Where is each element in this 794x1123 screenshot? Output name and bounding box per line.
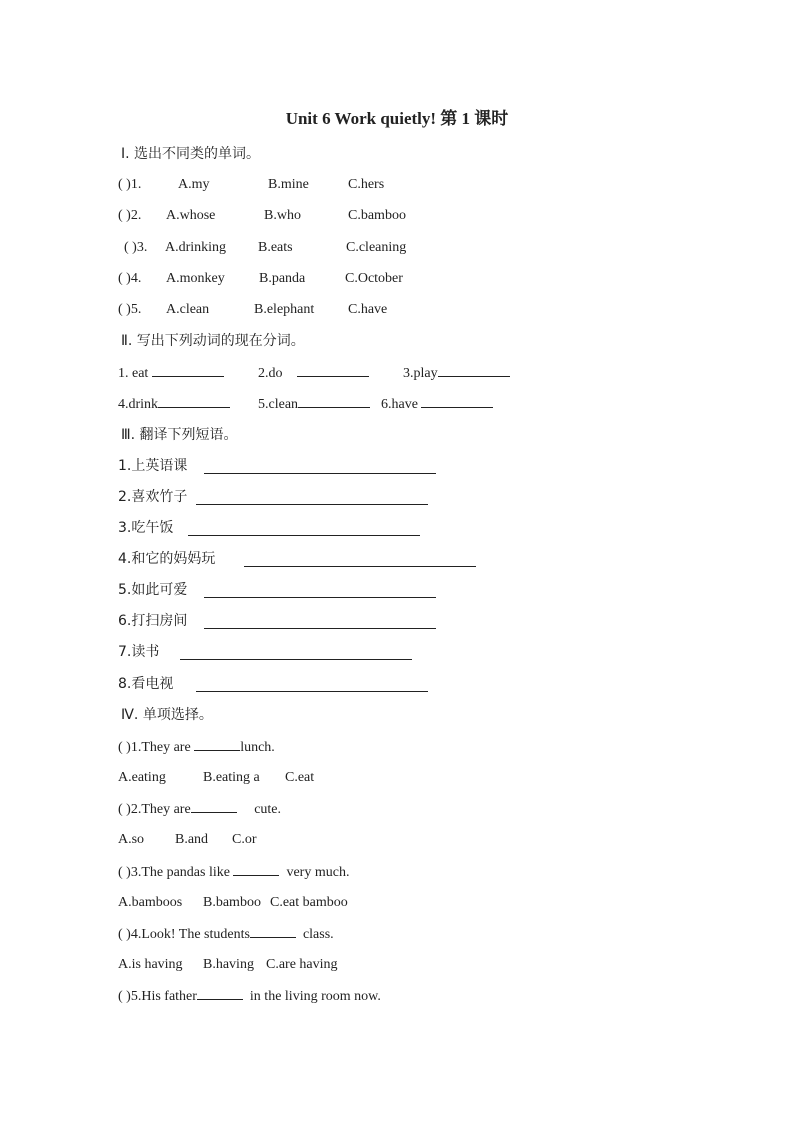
s4-question-4: [118, 925, 334, 944]
s4-question-1: [118, 738, 275, 757]
s1-item-number: ( )3.: [124, 240, 148, 255]
answer-blank[interactable]: [158, 395, 230, 408]
page-title: Unit 6 Work quietly! 第 1 课时: [285, 109, 509, 128]
question-text: very much.: [286, 865, 350, 880]
option-b: B.bamboo: [203, 895, 261, 910]
s4-question-2: [118, 800, 281, 819]
s1-option-a: A.my: [178, 177, 210, 192]
question-text: cute.: [254, 802, 282, 817]
s1-option-b: B.mine: [268, 177, 309, 192]
option-b: B.eating a: [203, 770, 260, 785]
s1-option-a: A.clean: [166, 302, 210, 317]
s1-option-c: C.bamboo: [348, 208, 406, 223]
s1-option-b: B.who: [264, 208, 301, 223]
s1-option-c: C.October: [345, 271, 403, 286]
option-c: C.eat: [285, 770, 315, 785]
s1-option-a: A.whose: [166, 208, 216, 223]
question-text: 5.His father: [130, 989, 197, 1004]
answer-blank[interactable]: [297, 364, 369, 377]
answer-paren[interactable]: ( ): [118, 802, 131, 817]
answer-line[interactable]: [196, 492, 428, 505]
section-2-heading: Ⅱ. 写出下列动词的现在分词。: [121, 333, 305, 349]
answer-line[interactable]: [204, 585, 436, 598]
question-text: in the living room now.: [249, 989, 381, 1004]
verb-label: 4.drink: [118, 397, 159, 412]
verb-label: 1. eat: [118, 366, 149, 381]
verb-label: 6.have: [381, 397, 418, 412]
answer-blank[interactable]: [194, 738, 240, 751]
verb-label: 3.play: [403, 366, 438, 381]
verb-label: 5.clean: [258, 397, 299, 412]
question-text: 4.Look! The students: [130, 927, 250, 942]
section-1-heading: Ⅰ. 选出不同类的单词。: [121, 146, 261, 162]
s1-item-number: ( )5.: [118, 302, 142, 317]
phrase-label: 8.看电视: [118, 676, 174, 692]
s3-item-2: [118, 488, 187, 506]
question-text: 3.The pandas like: [130, 865, 234, 880]
answer-blank[interactable]: [250, 925, 296, 938]
option-c: C.eat bamboo: [270, 895, 348, 910]
phrase-label: 4.和它的妈妈玩: [118, 551, 216, 567]
s1-option-a: A.monkey: [166, 271, 225, 286]
verb-label: 2.do: [258, 366, 283, 381]
s3-item-6: [118, 612, 187, 630]
s3-item-7: [118, 643, 159, 661]
s3-item-3: [118, 519, 173, 537]
answer-blank[interactable]: [191, 800, 237, 813]
option-c: C.are having: [266, 957, 338, 972]
question-text: 2.They are: [130, 802, 191, 817]
s1-option-b: B.elephant: [254, 302, 315, 317]
s3-item-1: [118, 457, 187, 475]
s3-item-5: [118, 581, 187, 599]
s1-item-number: ( )2.: [118, 208, 142, 223]
answer-paren[interactable]: ( ): [118, 989, 131, 1004]
s1-option-b: B.eats: [258, 240, 293, 255]
question-text: class.: [302, 927, 334, 942]
answer-paren[interactable]: ( ): [118, 740, 131, 755]
option-a: A.so: [118, 832, 145, 847]
s2-verb-3: [403, 364, 510, 383]
phrase-label: 3.吃午饭: [118, 520, 174, 536]
answer-line[interactable]: [196, 679, 428, 692]
answer-line[interactable]: [244, 554, 476, 567]
option-a: A.is having: [118, 957, 183, 972]
s4-question-5: [118, 987, 381, 1006]
s2-verb-1: [118, 364, 224, 383]
answer-line[interactable]: [204, 616, 436, 629]
answer-blank[interactable]: [438, 364, 510, 377]
question-text: 1.They are: [130, 740, 195, 755]
s1-item-number: ( )4.: [118, 271, 142, 286]
option-a: A.eating: [118, 770, 166, 785]
answer-paren[interactable]: ( ): [118, 865, 131, 880]
answer-blank[interactable]: [152, 364, 224, 377]
option-b: B.and: [175, 832, 209, 847]
section-3-heading: Ⅲ. 翻译下列短语。: [121, 427, 238, 443]
s1-option-c: C.hers: [348, 177, 385, 192]
answer-blank[interactable]: [421, 395, 493, 408]
s2-verb-4: [118, 395, 230, 414]
answer-blank[interactable]: [233, 863, 279, 876]
option-b: B.having: [203, 957, 254, 972]
phrase-label: 5.如此可爱: [118, 582, 188, 598]
answer-paren[interactable]: ( ): [118, 927, 131, 942]
s1-option-a: A.drinking: [165, 240, 227, 255]
s3-item-4: [118, 550, 215, 568]
option-a: A.bamboos: [118, 895, 183, 910]
answer-line[interactable]: [204, 461, 436, 474]
phrase-label: 7.读书: [118, 644, 160, 660]
phrase-label: 1.上英语课: [118, 458, 188, 474]
s3-item-8: [118, 675, 173, 693]
s1-option-b: B.panda: [259, 271, 306, 286]
answer-blank[interactable]: [298, 395, 370, 408]
s1-option-c: C.have: [348, 302, 388, 317]
phrase-label: 6.打扫房间: [118, 613, 188, 629]
option-c: C.or: [232, 832, 257, 847]
answer-blank[interactable]: [197, 987, 243, 1000]
question-text: lunch.: [240, 740, 275, 755]
answer-line[interactable]: [180, 647, 412, 660]
section-4-heading: Ⅳ. 单项选择。: [121, 707, 213, 723]
s2-verb-2: [258, 364, 369, 383]
answer-line[interactable]: [188, 523, 420, 536]
s2-verb-5: [258, 395, 370, 414]
s1-option-c: C.cleaning: [346, 240, 407, 255]
s1-item-number: ( )1.: [118, 177, 142, 192]
phrase-label: 2.喜欢竹子: [118, 489, 188, 505]
s4-question-3: [118, 863, 349, 882]
s2-verb-6: [381, 395, 493, 414]
